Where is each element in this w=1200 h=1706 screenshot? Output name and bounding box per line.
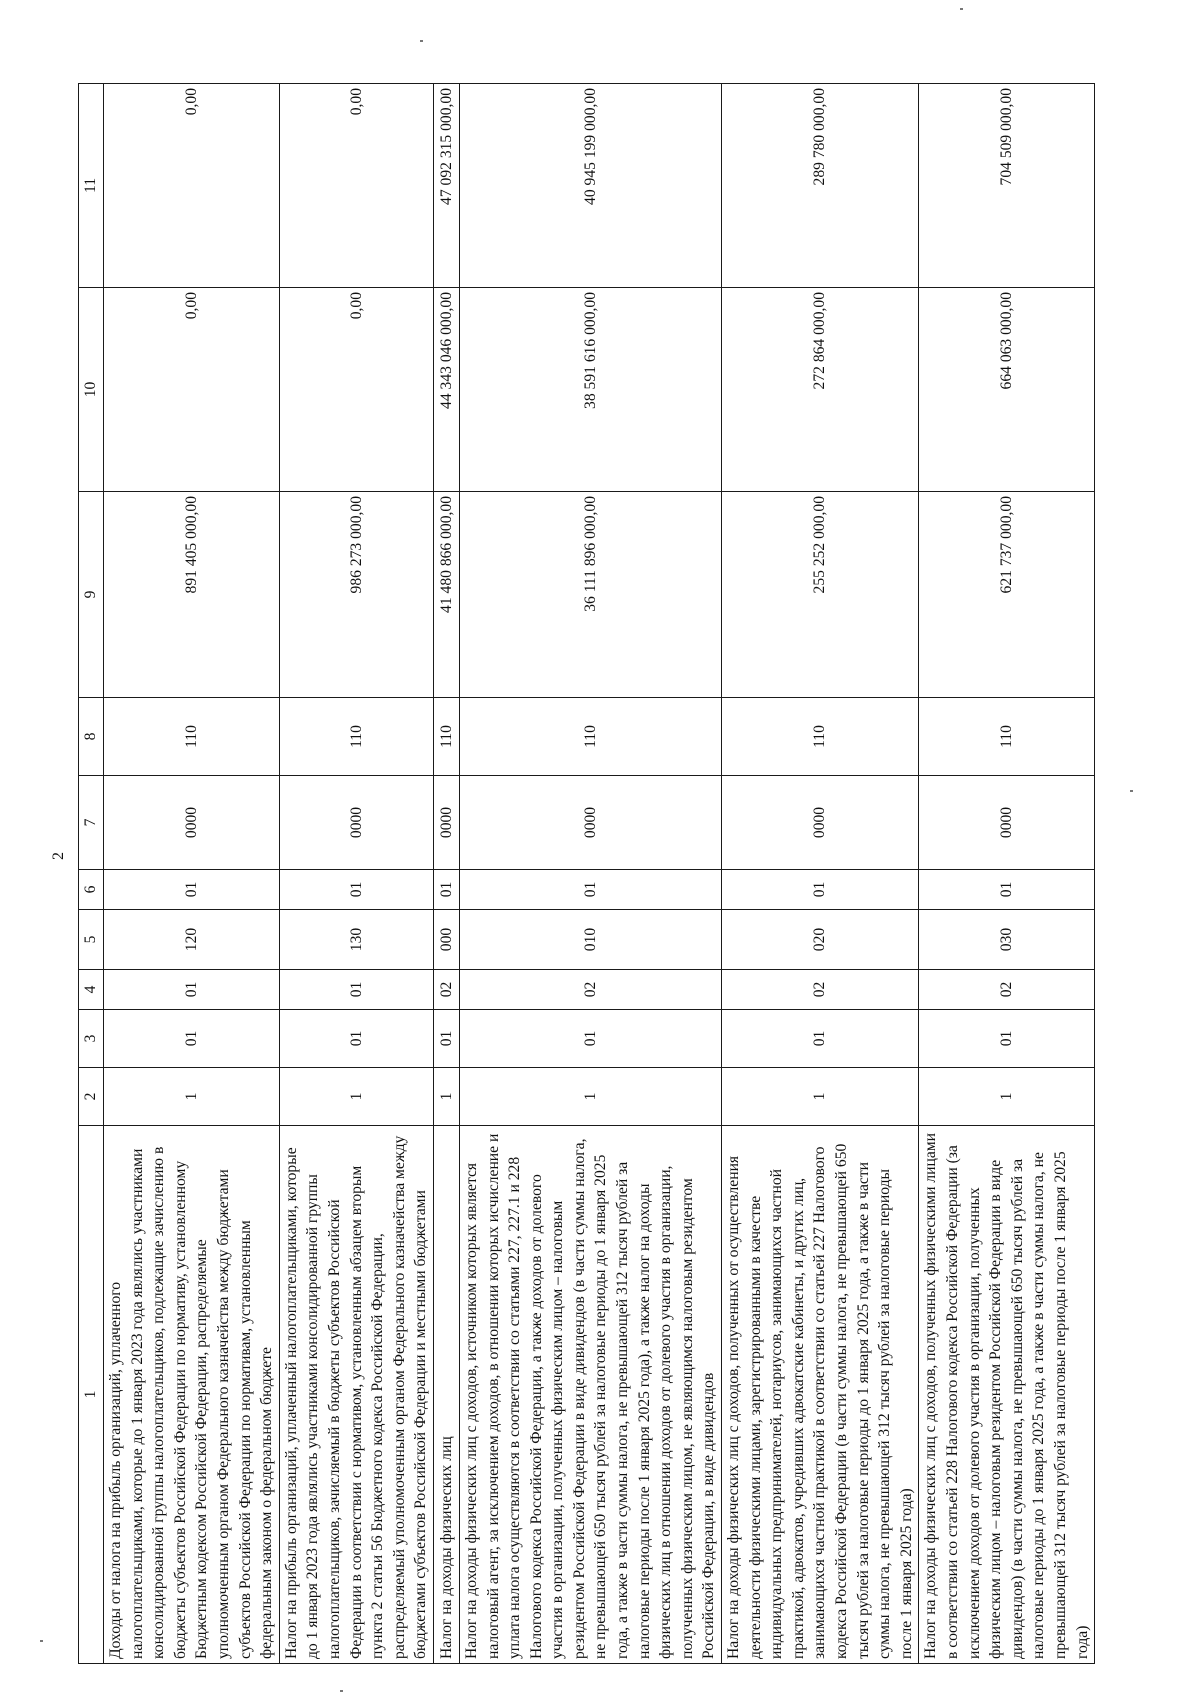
code-cell: 0000 [279, 776, 433, 870]
row-description: Налог на доходы физических лиц с доходов, источником которых является налоговый агент, за исключением доходов, в отношении которых исчисление и уплата налога осуществляются в соответствии со статьями 227, 227.1 и 228 Налогового кодекса Российской Федерации, а также доходов от долевого участия в организации, полученных физическим лицом – налоговым резидентом Российской Федерации в виде дивидендов (в части суммы налога, не превышающей 650 тысяч рублей за налоговые периоды до 1 января 2025 года, а также в части суммы налога, не превышающей 312 тысяч рублей за налоговые периоды после 1 января 2025 года), а также налог на доходы физических лиц в отношении доходов от долевого участия в организации, полученных физическим лицом, не являющимся налоговым резидентом Российской Федерации, в виде дивидендов [459, 1126, 721, 1664]
amount-cell: 891 405 000,00 [104, 492, 280, 698]
code-cell: 1 [919, 1068, 1095, 1126]
amount-cell: 0,00 [279, 84, 433, 288]
code-cell: 1 [459, 1068, 721, 1126]
code-cell: 110 [433, 698, 459, 776]
amount-cell: 986 273 000,00 [279, 492, 433, 698]
amount-cell: 272 864 000,00 [722, 288, 919, 492]
column-header: 4 [79, 970, 104, 1010]
revenue-table [78, 83, 1095, 1664]
code-cell: 1 [433, 1068, 459, 1126]
row-description: Налог на доходы физических лиц с доходов, полученных физическими лицами в соответствии со статьей 228 Налогового кодекса Российской Федерации (за исключением доходов от долевого участия в организации, полученных физическим лицом – налоговым резидентом Российской Федерации в виде дивидендов) (в части суммы налога, не превышающей 650 тысяч рублей за налоговые периоды до 1 января 2025 года, а также в части суммы налога, не превышающей 312 тысяч рублей за налоговые периоды после 1 января 2025 года) [919, 1126, 1095, 1664]
table-row [722, 84, 919, 1664]
column-header-row [79, 84, 104, 1664]
scan-speck [1130, 790, 1133, 792]
code-cell: 0000 [104, 776, 280, 870]
column-header: 7 [79, 776, 104, 870]
code-cell: 02 [459, 970, 721, 1010]
code-cell: 110 [919, 698, 1095, 776]
column-header: 1 [79, 1126, 104, 1664]
code-cell: 0000 [919, 776, 1095, 870]
code-cell: 0000 [459, 776, 721, 870]
code-cell: 01 [279, 1010, 433, 1068]
code-cell: 010 [459, 910, 721, 970]
code-cell: 110 [279, 698, 433, 776]
row-description: Налог на прибыль организаций, уплаченный налогоплательщиками, которые до 1 января 2023 года являлись участниками консолидированной группы налогоплательщиков, зачисляемый в бюджеты субъектов Российской Федерации в соответствии с нормативом, установленным абзацем вторым пункта 2 статьи 56 Бюджетного кодекса Российской Федерации, распределяемый уполномоченным органом Федерального казначейства между бюджетами субъектов Российской Федерации и местными бюджетами [279, 1126, 433, 1664]
column-header: 2 [79, 1068, 104, 1126]
scan-speck [40, 1640, 43, 1642]
code-cell: 030 [919, 910, 1095, 970]
row-description: Доходы от налога на прибыль организаций, уплаченного налогоплательщиками, которые до 1 января 2023 года являлись участниками консолидированной группы налогоплательщиков, подлежащие зачислению в бюджеты субъектов Российской Федерации по нормативу, установленному Бюджетным кодексом Российской Федерации, распределяемые уполномоченным органом Федерального казначейства между бюджетами субъектов Российской Федерации по нормативам, установленным федеральным законом о федеральном бюджете [104, 1126, 280, 1664]
code-cell: 120 [104, 910, 280, 970]
amount-cell: 255 252 000,00 [722, 492, 919, 698]
table-row [279, 84, 433, 1664]
code-cell: 1 [722, 1068, 919, 1126]
code-cell: 01 [104, 870, 280, 910]
column-header: 6 [79, 870, 104, 910]
amount-cell: 38 591 616 000,00 [459, 288, 721, 492]
code-cell: 1 [104, 1068, 280, 1126]
table-row [459, 84, 721, 1664]
code-cell: 01 [919, 1010, 1095, 1068]
code-cell: 01 [459, 870, 721, 910]
column-header: 5 [79, 910, 104, 970]
column-header: 9 [79, 492, 104, 698]
code-cell: 110 [459, 698, 721, 776]
code-cell: 0000 [722, 776, 919, 870]
code-cell: 01 [279, 970, 433, 1010]
code-cell: 01 [919, 870, 1095, 910]
page-number: 2 [50, 852, 67, 860]
amount-cell: 289 780 000,00 [722, 84, 919, 288]
column-header: 3 [79, 1010, 104, 1068]
code-cell: 01 [722, 1010, 919, 1068]
amount-cell: 41 480 866 000,00 [433, 492, 459, 698]
code-cell: 01 [459, 1010, 721, 1068]
amount-cell: 44 343 046 000,00 [433, 288, 459, 492]
code-cell: 0000 [433, 776, 459, 870]
code-cell: 110 [104, 698, 280, 776]
scan-speck [420, 40, 423, 42]
amount-cell: 704 509 000,00 [919, 84, 1095, 288]
column-header: 11 [79, 84, 104, 288]
code-cell: 01 [104, 1010, 280, 1068]
code-cell: 02 [919, 970, 1095, 1010]
table-row [919, 84, 1095, 1664]
code-cell: 01 [433, 870, 459, 910]
amount-cell: 0,00 [104, 84, 280, 288]
code-cell: 000 [433, 910, 459, 970]
scan-speck [340, 1690, 343, 1692]
column-header: 8 [79, 698, 104, 776]
scan-speck [960, 8, 963, 10]
code-cell: 110 [722, 698, 919, 776]
code-cell: 130 [279, 910, 433, 970]
code-cell: 01 [433, 1010, 459, 1068]
table-row [433, 84, 459, 1664]
row-description: Налог на доходы физических лиц с доходов, полученных от осуществления деятельности физическими лицами, зарегистрированными в качестве индивидуальных предпринимателей, нотариусов, занимающихся частной практикой, адвокатов, учредивших адвокатские кабинеты, и других лиц, занимающихся частной практикой в соответствии со статьей 227 Налогового кодекса Российской Федерации (в части суммы налога, не превышающей 650 тысяч рублей за налоговые периоды до 1 января 2025 года, а также в части суммы налога, не превышающей 312 тысяч рублей за налоговые периоды после 1 января 2025 года) [722, 1126, 919, 1664]
amount-cell: 47 092 315 000,00 [433, 84, 459, 288]
code-cell: 01 [722, 870, 919, 910]
column-header: 10 [79, 288, 104, 492]
code-cell: 02 [722, 970, 919, 1010]
amount-cell: 0,00 [104, 288, 280, 492]
amount-cell: 0,00 [279, 288, 433, 492]
amount-cell: 621 737 000,00 [919, 492, 1095, 698]
code-cell: 02 [433, 970, 459, 1010]
amount-cell: 36 111 896 000,00 [459, 492, 721, 698]
rotated-table-container [78, 84, 1091, 1664]
code-cell: 01 [279, 870, 433, 910]
code-cell: 020 [722, 910, 919, 970]
code-cell: 01 [104, 970, 280, 1010]
amount-cell: 664 063 000,00 [919, 288, 1095, 492]
amount-cell: 40 945 199 000,00 [459, 84, 721, 288]
table-row [104, 84, 280, 1664]
code-cell: 1 [279, 1068, 433, 1126]
row-description: Налог на доходы физических лиц [433, 1126, 459, 1664]
